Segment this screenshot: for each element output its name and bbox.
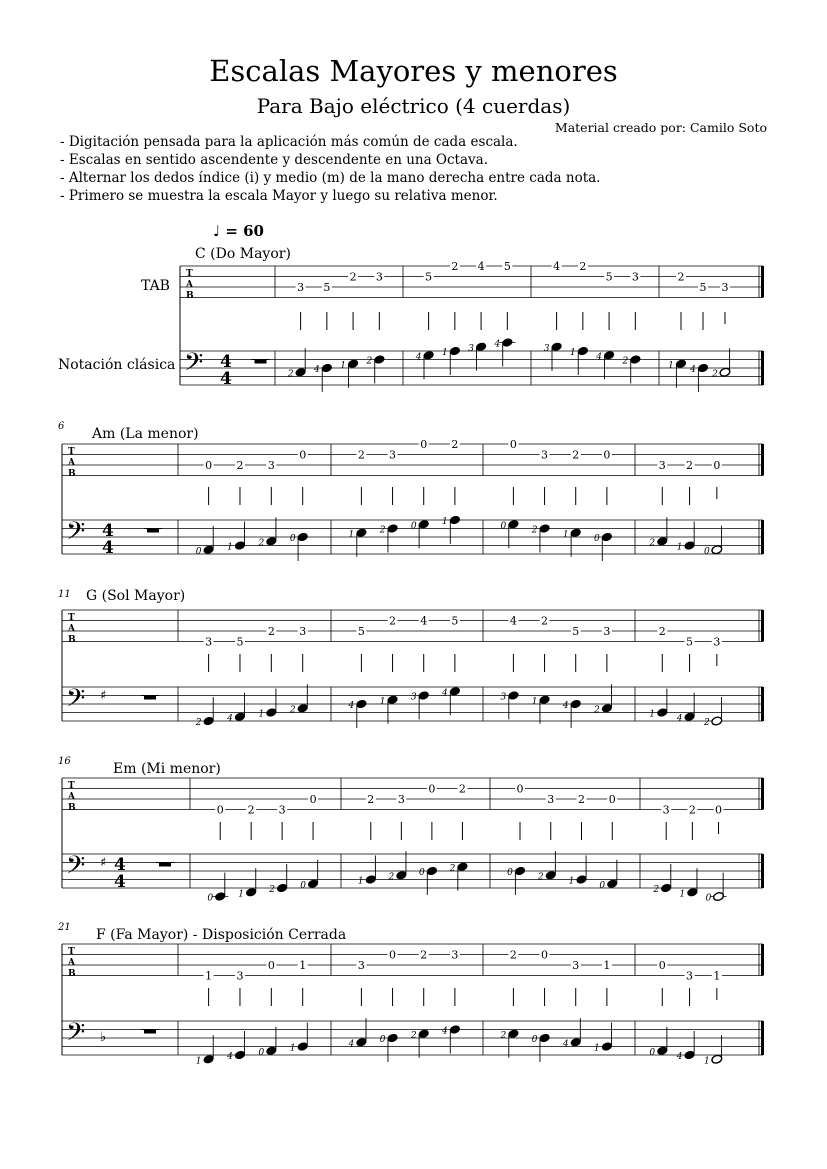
sharp-icon: ♯ xyxy=(100,688,107,704)
tab-fret-number: 3 xyxy=(572,959,580,972)
tab-clef-icon: T xyxy=(68,613,75,623)
tab-fret-number: 0 xyxy=(516,782,524,796)
fingering-number: 2 xyxy=(195,718,202,728)
fingering-number: 1 xyxy=(679,889,686,900)
tab-clef-icon: B xyxy=(186,291,194,301)
fingering-number: 2 xyxy=(594,705,600,716)
fingering-number: 0 xyxy=(594,534,600,544)
fingering-number: 2 xyxy=(649,538,656,549)
final-bar-thick xyxy=(761,687,764,721)
tab-fret-number: 2 xyxy=(458,782,466,796)
instruction-line: - Alternar los dedos índice (i) y medio (m) de la mano derecha entre cada nota. xyxy=(60,170,601,186)
page-subtitle: Para Bajo eléctrico (4 cuerdas) xyxy=(256,94,571,118)
fingering-number: 0 xyxy=(649,1047,656,1058)
scale-name: G (Sol Mayor) xyxy=(86,588,186,604)
fingering-number: 1 xyxy=(379,696,386,707)
tab-fret-number: 2 xyxy=(578,793,585,806)
final-bar-thick xyxy=(761,520,764,554)
score-system xyxy=(62,944,764,1066)
fingering-number: 1 xyxy=(649,709,656,720)
fingering-number: 1 xyxy=(357,876,364,887)
tab-fret-number: 2 xyxy=(541,614,549,628)
tab-clef-icon: T xyxy=(68,447,75,457)
tab-fret-number: 5 xyxy=(686,635,694,649)
tab-fret-number: 0 xyxy=(205,459,213,472)
time-signature-numerator: 4 xyxy=(114,855,126,875)
fingering-number: 1 xyxy=(531,696,538,707)
final-bar-thick xyxy=(761,854,764,888)
fingering-number: 1 xyxy=(569,348,576,358)
fingering-number: 3 xyxy=(468,343,474,354)
final-bar-thick xyxy=(761,778,764,810)
tab-fret-number: 2 xyxy=(686,459,694,472)
tab-fret-number: 4 xyxy=(553,260,561,273)
fingering-number: 2 xyxy=(258,538,265,549)
score-system xyxy=(180,260,764,392)
flat-icon: ♭ xyxy=(100,1030,107,1045)
fingering-number: 0 xyxy=(258,1047,265,1058)
tab-clef-icon: B xyxy=(68,803,76,813)
tab-fret-number: 2 xyxy=(389,614,397,628)
tab-fret-number: 3 xyxy=(357,959,365,972)
tab-clef-icon: A xyxy=(68,624,75,634)
fingering-number: 0 xyxy=(703,546,710,557)
instruction-line: - Primero se muestra la escala Mayor y luego su relativa menor. xyxy=(60,188,498,204)
tab-clef-icon: B xyxy=(68,969,76,979)
score-system xyxy=(62,438,764,561)
tab-fret-number: 3 xyxy=(278,803,286,817)
time-signature-numerator: 4 xyxy=(220,352,232,372)
tab-fret-number: 0 xyxy=(715,803,723,817)
fingering-number: 0 xyxy=(531,1035,538,1045)
tab-clef-icon: T xyxy=(68,947,75,957)
time-signature-numerator: 4 xyxy=(102,521,114,541)
scale-name: Em (Mi menor) xyxy=(113,761,221,777)
fingering-number: 2 xyxy=(388,872,395,883)
fingering-number: 1 xyxy=(238,889,245,900)
tab-fret-number: 3 xyxy=(375,270,383,284)
tab-fret-number: 2 xyxy=(236,459,244,472)
final-bar-thick xyxy=(761,610,764,642)
fingering-number: 0 xyxy=(195,546,202,557)
instruction-line: - Escalas en sentido ascendente y descendente en una Octava. xyxy=(60,152,488,168)
fingering-number: 1 xyxy=(195,1056,202,1067)
sharp-icon: ♯ xyxy=(100,855,107,871)
fingering-number: 2 xyxy=(500,1030,507,1041)
tab-fret-number: 3 xyxy=(603,625,611,638)
tab-fret-number: 1 xyxy=(205,969,213,983)
tab-fret-number: 3 xyxy=(297,281,305,294)
tab-fret-number: 0 xyxy=(541,948,549,962)
tab-fret-number: 2 xyxy=(247,803,255,817)
fingering-number: 4 xyxy=(348,1039,355,1050)
fingering-number: 2 xyxy=(703,718,710,728)
tab-fret-number: 5 xyxy=(357,625,365,638)
fingering-number: 1 xyxy=(340,360,346,371)
fingering-number: 4 xyxy=(562,701,569,711)
fingering-number: 4 xyxy=(676,1052,683,1062)
fingering-number: 0 xyxy=(705,893,712,904)
tab-fret-number: 3 xyxy=(236,969,244,983)
tab-fret-number: 2 xyxy=(349,270,357,284)
tab-clef-icon: T xyxy=(186,269,193,279)
score-system xyxy=(62,778,764,904)
fingering-number: 4 xyxy=(442,1026,448,1037)
time-signature-denominator: 4 xyxy=(102,538,114,558)
tab-fret-number: 5 xyxy=(699,281,707,294)
tab-fret-number: 0 xyxy=(608,793,616,806)
fingering-number: 4 xyxy=(690,365,696,375)
quarter-note-icon: ♩ xyxy=(213,222,221,240)
tab-clef-icon: A xyxy=(68,458,75,468)
system-number: 6 xyxy=(58,421,65,432)
tab-fret-number: 2 xyxy=(688,803,696,817)
bass-clef-icon: 𝄢 xyxy=(66,851,86,886)
instruction-line: - Digitación pensada para la aplicación más común de cada escala. xyxy=(60,134,518,150)
tab-fret-number: 2 xyxy=(658,625,666,638)
fingering-number: 2 xyxy=(287,369,294,380)
fingering-number: 1 xyxy=(676,542,683,553)
whole-rest-icon xyxy=(144,1030,156,1034)
tab-fret-number: 4 xyxy=(420,614,428,628)
fingering-number: 1 xyxy=(568,876,575,887)
fingering-number: 0 xyxy=(599,880,606,891)
scale-name: F (Fa Mayor) - Disposición Cerrada xyxy=(96,927,347,943)
tab-clef-icon: A xyxy=(68,958,75,968)
composer-credit: Material creado por: Camilo Soto xyxy=(554,120,767,135)
fingering-number: 4 xyxy=(494,339,501,350)
page-title: Escalas Mayores y menores xyxy=(209,54,618,88)
fingering-number: 3 xyxy=(410,692,417,703)
tab-fret-number: 5 xyxy=(572,625,580,638)
fingering-number: 2 xyxy=(366,356,373,367)
fingering-number: 2 xyxy=(269,885,275,895)
tab-fret-number: 0 xyxy=(420,438,428,451)
tab-fret-number: 2 xyxy=(420,948,428,962)
tab-clef-icon: T xyxy=(68,781,75,791)
tab-staff-label: TAB xyxy=(141,278,170,294)
tab-fret-number: 0 xyxy=(603,448,611,462)
tab-clef-icon: B xyxy=(68,469,76,479)
fingering-number: 2 xyxy=(622,356,629,367)
system-number: 21 xyxy=(58,922,71,933)
bass-clef-icon: 𝄢 xyxy=(184,348,204,383)
fingering-number: 4 xyxy=(415,352,422,363)
tab-fret-number: 3 xyxy=(547,793,555,806)
tab-fret-number: 3 xyxy=(389,448,397,462)
tab-clef-icon: A xyxy=(186,280,193,290)
fingering-number: 4 xyxy=(348,701,355,711)
bass-clef-icon: 𝄢 xyxy=(66,1018,86,1053)
tab-fret-number: 1 xyxy=(299,959,307,972)
final-bar-thick xyxy=(761,444,764,476)
scale-name: Am (La menor) xyxy=(92,426,199,442)
fingering-number: 2 xyxy=(379,525,386,536)
fingering-number: 4 xyxy=(227,713,233,724)
fingering-number: 2 xyxy=(653,885,660,895)
fingering-number: 1 xyxy=(258,709,265,720)
whole-rest-icon xyxy=(255,360,267,364)
fingering-number: 0 xyxy=(500,521,507,532)
fingering-number: 1 xyxy=(348,529,355,540)
tab-fret-number: 3 xyxy=(686,969,694,983)
tab-fret-number: 5 xyxy=(503,260,511,273)
fingering-number: 2 xyxy=(537,872,544,883)
time-signature-denominator: 4 xyxy=(114,872,126,892)
tab-fret-number: 2 xyxy=(357,448,365,462)
fingering-number: 2 xyxy=(531,525,538,536)
tab-fret-number: 3 xyxy=(662,803,670,817)
fingering-number: 2 xyxy=(712,369,718,380)
tab-fret-number: 0 xyxy=(389,948,397,962)
tab-fret-number: 3 xyxy=(299,625,307,638)
bass-clef-icon: 𝄢 xyxy=(66,517,86,552)
tab-fret-number: 2 xyxy=(509,948,517,962)
tab-clef-icon: A xyxy=(68,792,75,802)
tab-fret-number: 1 xyxy=(603,959,611,972)
tab-fret-number: 3 xyxy=(631,270,639,284)
fingering-number: 1 xyxy=(441,348,448,358)
tab-fret-number: 5 xyxy=(451,614,459,628)
fingering-number: 1 xyxy=(594,1043,600,1054)
tab-fret-number: 2 xyxy=(451,260,459,273)
tab-fret-number: 3 xyxy=(658,459,666,472)
tab-fret-number: 0 xyxy=(713,459,721,472)
tab-fret-number: 3 xyxy=(205,635,213,649)
scale-name: C (Do Mayor) xyxy=(195,246,291,262)
tab-fret-number: 1 xyxy=(713,969,721,983)
fingering-number: 0 xyxy=(300,880,306,891)
tab-fret-number: 2 xyxy=(572,448,580,462)
tab-fret-number: 2 xyxy=(677,270,685,284)
fingering-number: 0 xyxy=(289,534,296,544)
fingering-number: 1 xyxy=(668,360,674,371)
tab-fret-number: 2 xyxy=(267,625,275,638)
tab-fret-number: 0 xyxy=(509,438,517,451)
fingering-number: 1 xyxy=(703,1056,710,1067)
fingering-number: 0 xyxy=(379,1035,386,1045)
fingering-number: 2 xyxy=(449,863,456,874)
tab-fret-number: 5 xyxy=(236,635,244,649)
final-bar-thick xyxy=(761,944,764,976)
final-bar-thick xyxy=(761,1021,764,1055)
tab-fret-number: 0 xyxy=(216,803,224,817)
fingering-number: 1 xyxy=(442,517,448,527)
tab-fret-number: 3 xyxy=(713,635,721,649)
fingering-number: 1 xyxy=(227,542,233,553)
tab-fret-number: 2 xyxy=(367,793,375,806)
tab-fret-number: 3 xyxy=(397,793,405,806)
fingering-number: 1 xyxy=(289,1043,296,1054)
whole-rest-icon xyxy=(147,529,159,533)
classical-staff-label: Notación clásica xyxy=(58,357,176,373)
fingering-number: 3 xyxy=(543,343,550,354)
fingering-number: 4 xyxy=(313,365,320,375)
tab-fret-number: 3 xyxy=(721,281,729,294)
final-bar-thick xyxy=(761,266,764,298)
fingering-number: 0 xyxy=(507,868,513,878)
tab-fret-number: 0 xyxy=(267,959,275,972)
fingering-number: 3 xyxy=(500,692,507,703)
whole-rest-icon xyxy=(159,863,171,867)
final-bar-thick xyxy=(761,351,764,385)
tab-fret-number: 5 xyxy=(605,270,613,284)
tab-fret-number: 0 xyxy=(309,793,317,806)
fingering-number: 4 xyxy=(227,1052,233,1062)
system-number: 16 xyxy=(58,756,71,767)
fingering-number: 1 xyxy=(562,529,569,540)
tab-fret-number: 3 xyxy=(541,448,549,462)
tab-fret-number: 2 xyxy=(451,438,459,451)
fingering-number: 4 xyxy=(596,352,602,363)
fingering-number: 4 xyxy=(442,688,448,699)
fingering-number: 2 xyxy=(289,705,296,716)
tempo-value: = 60 xyxy=(225,222,264,240)
fingering-number: 2 xyxy=(410,1030,417,1041)
score-system xyxy=(62,610,764,728)
system-number: 11 xyxy=(58,589,71,600)
tab-clef-icon: B xyxy=(68,635,76,645)
fingering-number: 0 xyxy=(410,521,417,532)
tab-fret-number: 4 xyxy=(477,260,485,273)
fingering-number: 0 xyxy=(207,893,214,904)
tab-fret-number: 5 xyxy=(323,281,331,294)
tab-fret-number: 0 xyxy=(428,782,436,796)
whole-rest-icon xyxy=(144,696,156,700)
fingering-number: 4 xyxy=(562,1039,569,1050)
tab-fret-number: 0 xyxy=(658,959,666,972)
tab-fret-number: 0 xyxy=(299,448,307,462)
tab-fret-number: 2 xyxy=(579,260,587,273)
fingering-number: 0 xyxy=(419,868,425,878)
tab-fret-number: 5 xyxy=(425,270,433,284)
tab-fret-number: 4 xyxy=(509,614,517,628)
fingering-number: 4 xyxy=(676,713,683,724)
bass-clef-icon: 𝄢 xyxy=(66,684,86,719)
tab-fret-number: 3 xyxy=(267,459,275,472)
tab-fret-number: 3 xyxy=(451,948,459,962)
time-signature-denominator: 4 xyxy=(220,369,232,389)
